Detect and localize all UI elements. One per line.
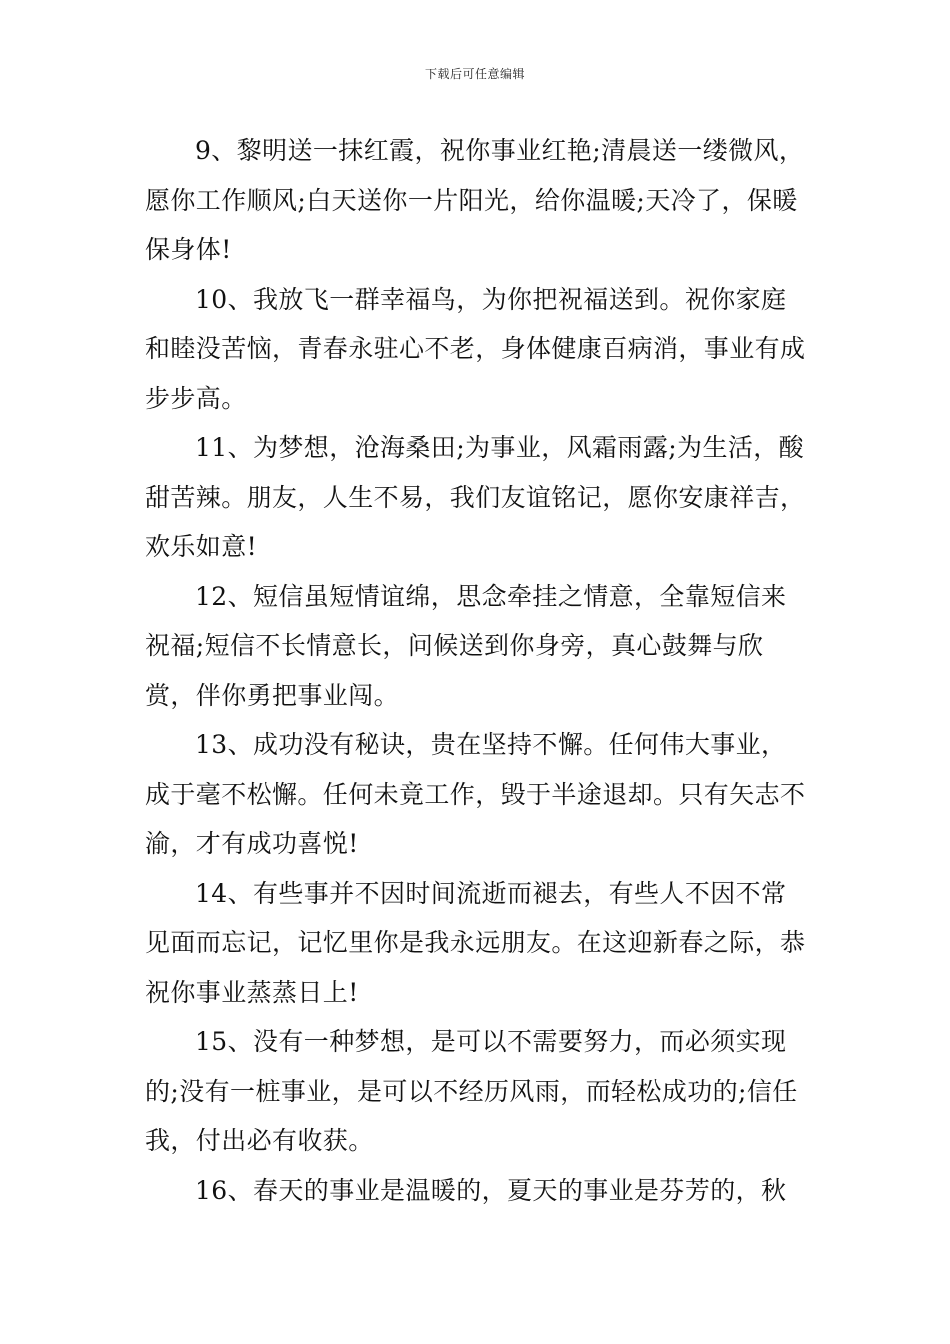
document-body xyxy=(145,126,807,1215)
paragraph-13: 13、成功没有秘诀，贵在坚持不懈。任何伟大事业，成于毫不松懈。任何未竟工作，毁于半途退却。只有矢志不渝，才有成功喜悦! xyxy=(145,730,806,858)
paragraph-11: 11、为梦想，沧海桑田;为事业，风霜雨露;为生活，酸甜苦辣。朋友，人生不易，我们友谊铭记，愿你安康祥吉，欢乐如意! xyxy=(145,433,806,561)
paragraph-10: 10、我放飞一群幸福鸟，为你把祝福送到。祝你家庭和睦没苦恼，青春永驻心不老，身体健康百病消，事业有成步步高。 xyxy=(145,284,806,413)
paragraph-15: 15、没有一种梦想，是可以不需要努力，而必须实现的;没有一桩事业，是可以不经历风雨，而轻松成功的;信任我，付出必有收获。 xyxy=(145,1027,798,1155)
paragraph-9: 9、黎明送一抹红霞，祝你事业红艳;清晨送一缕微风，愿你工作顺风;白天送你一片阳光，给你温暖;天冷了，保暖保身体! xyxy=(145,136,805,264)
paragraph-16: 16、春天的事业是温暖的，夏天的事业是芬芳的，秋 xyxy=(195,1175,787,1205)
paragraph-12: 12、短信虽短情谊绵，思念牵挂之情意，全靠短信来祝福;短信不长情意长，问候送到你身旁，真心鼓舞与欣赏，伴你勇把事业闯。 xyxy=(145,581,787,710)
page-header: 下载后可任意编辑 xyxy=(424,67,525,81)
paragraph-14: 14、有些事并不因时间流逝而褪去，有些人不因不常见面而忘记，记忆里你是我永远朋友。在这迎新春之际，恭祝你事业蒸蒸日上! xyxy=(145,878,806,1007)
